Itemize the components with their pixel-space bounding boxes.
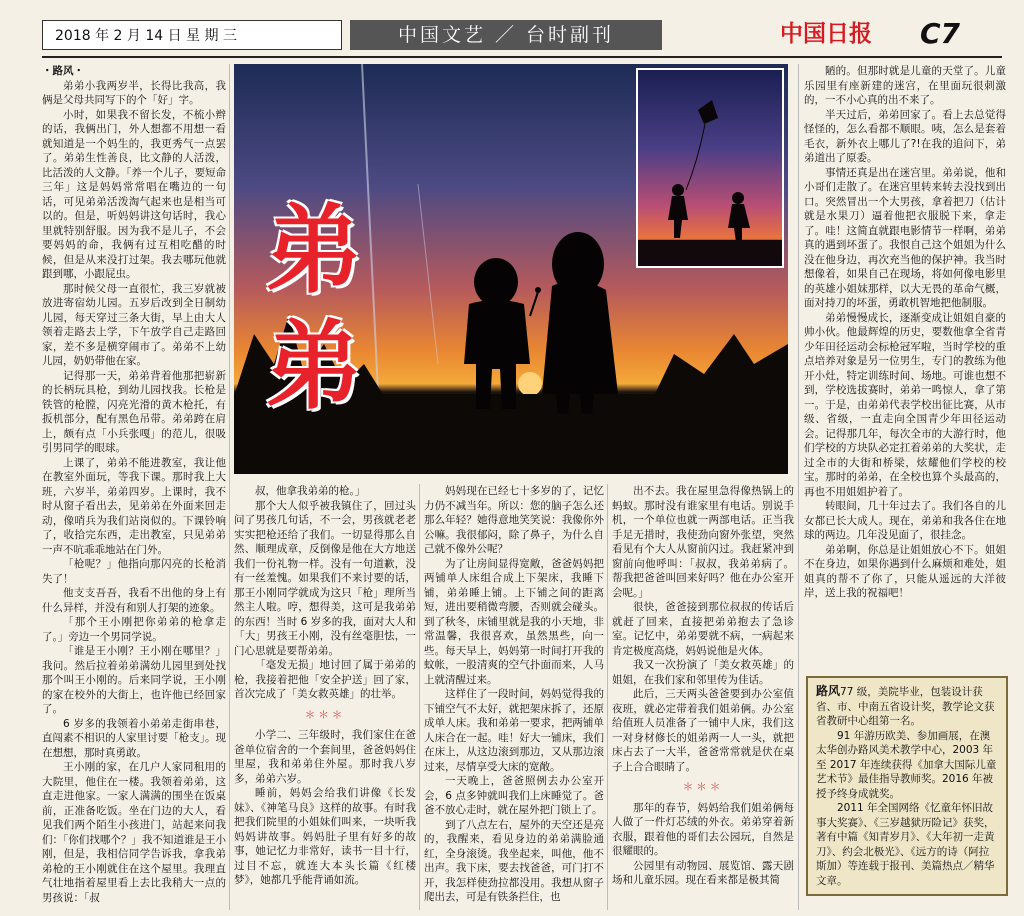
section-separator: ＊＊＊ — [682, 781, 724, 793]
article-byline: ・路风・ — [42, 65, 84, 77]
article-paragraph: 记得那一天，弟弟背着他那把崭新的长柄玩具枪，到幼儿园找我。长枪是铁管的枪膛，闪亮光滑的黄木枪托，有扳机部分，配有黑色吊带。弟弟跨在肩上，颇有点「小兵张嘎」的范儿，很吸引男同学的眼球。 — [42, 369, 226, 454]
article-column-1 — [42, 64, 226, 910]
author-bio-text: 2011 年全国网络《忆童年怀旧故事大奖赛》、《三岁越狱历险记》获奖，著有中篇《知青岁月》、《大年初一走黄刀》、约会北极光》、《远方的诗（阿拉斯加）等连载于报刊、美篇热点／精华文章。 — [816, 802, 995, 887]
article-paragraph: 我又一次扮演了「美女救英雄」的姐姐，在我们家和邻里传为佳话。 — [612, 659, 794, 686]
article-paragraph: 那时候父母一直很忙，我三岁就被放进寄宿幼儿园。五岁后改到全日制幼儿园，每天穿过三条大街，早上由大人领着走路去上学，下午放学自己走路回家，差不多是横穿闹市了。弟弟不上幼儿园，奶奶带他在家。 — [42, 282, 226, 367]
newspaper-masthead: 中国日报 — [780, 20, 872, 47]
article-paragraph: 他支支吾吾，我看不出他的身上有什么异样，并没有和别人打架的迹象。 — [42, 587, 226, 614]
page-header — [0, 0, 1024, 58]
inset-photo-kite — [636, 68, 784, 268]
article-paragraph: 妈妈现在已经七十多岁的了，记忆力仍不减当年。所以：您的脑子怎么还那么年轻？她得意地笑笑说：我像你外公嘛。我很郁闷，除了鼻子，为什么自己就不像外公呢？ — [424, 485, 604, 555]
article-paragraph: 「枪呢？」他指向那闪亮的长枪消失了！ — [42, 558, 226, 585]
article-paragraph: 出不去。我在屋里急得像热锅上的蚂蚁。那时没有谁家里有电话。别说手机，一个单位也就一两部电话。正当我手足无措时，我使劲向窗外张望，突然看见有个大人从窗前闪过。我赶紧冲到窗前向他呼叫：「叔叔，我弟弟病了。帮我把爸爸叫回来好吗？他在办公室开会呢。」 — [612, 485, 794, 599]
article-paragraph: 6 岁多的我领着小弟弟走街串巷，直闯素不相识的人家里讨要「枪支」。现在想想，那时真勇敢。 — [42, 717, 226, 759]
article-paragraph: 小时，如果我不留长发，不梳小辫的话，我俩出门，外人想都不用想一看就知道是一个妈生的，我更秀气一点罢了。弟弟生性善良，比文静的人活泼，比活泼的人文静。「养一个儿子，要短命三年」这是妈妈常常唱在嘴边的一句话，可见弟弟活泼淘气起来也是相当可以的。但是，听妈妈讲这句话时，我心里就特别舒服。因为我不是儿子，不会要妈妈的命，我俩有过互相吃醋的时候，但是从来没打过架。我去哪玩他就跟到哪，小跟屁虫。 — [42, 108, 226, 280]
article-paragraph: 到了八点左右，屋外的天空还是亮的，我醒来，看见身边的弟弟满脸通红，全身滚烫。我坐起来，叫他，他不出声。我下床，要去找爸爸，可门打不开，我怎样使劲拉都没用。我想从窗子爬出去，可是有铁条拦住，也 — [424, 818, 604, 903]
article-paragraph: 「那个王小刚把你弟弟的枪拿走了。」旁边一个男同学说。 — [42, 616, 226, 643]
article-paragraph: 为了让房间显得宽敞，爸爸妈妈把两铺单人床组合成上下架床，我睡下铺，弟弟睡上铺。上下铺之间的距离短，进出要稍微弯腰，否则就会碰头。到了秋冬，床铺里就是我的小天地，非常温馨，我很喜欢，虽然黑些，向一些。每天早上，妈妈第一时间打开我的蚊帐，一股清爽的空气扑面而来，人马上就清醒过来。 — [424, 557, 604, 686]
column-divider — [419, 484, 420, 910]
article-paragraph: 上课了，弟弟不能进教室，我让他在教室外面玩，等我下课。那时我上大班，六岁半，弟弟四岁。上课时，我不时从窗子看出去，见弟弟在外面来回走动，像哨兵为我们站岗似的。下课铃响了，收拾完东西，走出教室，只见弟弟一声不吭乖乖地站在门外。 — [42, 456, 226, 556]
article-paragraph: 弟弟啊，你总是让姐姐放心不下。姐姐不在身边，如果你遇到什么麻烦和难处，姐姐真的帮不了你了，只能从遥远的大洋彼岸，送上我的祝福吧！ — [804, 543, 1006, 599]
article-column-3 — [424, 484, 604, 910]
article-column-4 — [612, 484, 794, 910]
author-bio-text: 77 级，美院毕业，包装设计获省、市、中南五省设计奖，教学论文获省教研中心组第一名。 — [816, 686, 995, 727]
page-number: C7 — [920, 17, 961, 50]
author-name: 路风 — [816, 684, 841, 698]
article-paragraph: 转眼间，几十年过去了。我们各自的儿女都已长大成人。现在，弟弟和我各住在地球的两边。几年没见面了，很挂念。 — [804, 500, 1006, 541]
article-paragraph: 很快，爸爸接到那位叔叔的传话后就赶了回来，直接把弟弟抱去了急诊室。记忆中，弟弟要就不病，一病起来肯定极度高烧，妈妈说他是火体。 — [612, 601, 794, 657]
article-paragraph: 陋的。但那时就是儿童的天堂了。儿童乐园里有座新建的迷宫，在里面玩很刺激的，一不小心真的出不来了。 — [804, 65, 1006, 106]
article-paragraph: 半天过后，弟弟回家了。看上去总觉得怪怪的，怎么看都不顺眼。咦，怎么是套着毛衣，新外衣上哪儿了?!在我的追问下，弟弟道出了原委。 — [804, 108, 1006, 164]
section-separator: ＊＊＊ — [304, 708, 346, 721]
article-paragraph: 弟弟小我两岁半，长得比我高，我俩是父母共同写下的个「好」字。 — [42, 79, 226, 106]
article-paragraph: 王小刚的家，在几户人家同租用的大院里，他住在一楼。我领着弟弟，这直走进他家。一家人满满的围坐在饭桌前，正准备吃饭。坐在门边的大人，看见我们两个陌生小孩进门，站起来问我们：「你们找哪个？」我不知道谁是王小刚，但是，我相信同学告诉我，拿我弟弟枪的王小刚就住在这个屋里。我理直气壮地指着屋里看上去比我稍大一点的男孩说：「叔 — [42, 761, 226, 904]
article-paragraph: 这样住了一段时间，妈妈觉得我的下铺空气不太好，就把架床拆了，还原成单人床。我和弟弟一要求，把两铺单人床合在一起。哇！好大一铺床，我们在床上，从这边滚到那边，又从那边滚过来，尽情享受大床的宽敞。 — [424, 688, 604, 773]
article-paragraph: 那年的春节，妈妈给我们姐弟俩每人做了一件灯芯绒的外衣。弟弟穿着新衣服，跟着他的哥们去公园玩，自然是很耀眼的。 — [612, 801, 794, 857]
column-divider — [607, 484, 608, 910]
author-bio-text: 91 年游历欧美、参加画展，在澳太华创办路风美术教学中心，2003 年至 2017 年连续获得《加拿大国际儿童艺术节》最佳指导教师奖。2016 年被授予终身成就奖。 — [816, 729, 997, 800]
kite-silhouette-graphic — [638, 70, 782, 266]
article-paragraph: 那个大人似乎被我镇住了，回过头问了男孩几句话，不一会，男孩就老老实实把枪还给了我们。一切显得那么自然、顺理成章，反倒像是他在大方地送我们一份礼物一样。没有一句道歉，没有一丝羞愧。如果我们不来讨要的话，那王小刚同学就成为这只「枪」理所当然主人啦。哼，想得美，这可是我弟弟的东西！当时 6 岁多的我，面对大人和「大」男孩王小刚，没有丝毫胆怯，一门心思就是要帮弟弟。 — [234, 499, 416, 657]
column-divider — [798, 64, 799, 910]
header-rule — [42, 56, 1002, 58]
article-column-5 — [804, 64, 1006, 670]
article-column-2 — [234, 484, 416, 910]
article-paragraph: 一天晚上，爸爸照例去办公室开会，6 点多钟就叫我们上床睡觉了。爸爸不放心走时，就在屋外把门锁上了。 — [424, 775, 604, 816]
article-paragraph: 睡前，妈妈会给我们讲像《长发妹》、《神笔马良》这样的故事。有时我把我们院里的小姐妹们叫来，一块听我妈妈讲故事。妈妈肚子里有好多的故事，她记忆力非常好，读书一目十行，过目不忘，就连大本头长篇《红楼梦》，她都几乎能背诵如流。 — [234, 787, 416, 886]
article-title: 弟弟 — [250, 199, 362, 431]
issue-date: 2018 年 2 月 14 日 星 期 三 — [42, 20, 342, 50]
article-paragraph: 「毫发无损」地讨回了属于弟弟的枪，我接着把他「安全护送」回了家，首次完成了「美女救英雄」的壮举。 — [234, 659, 416, 700]
article-paragraph: 公园里有动物园、展览馆、露天剧场和儿童乐园。现在看来都是极其简 — [612, 859, 794, 886]
author-bio-box — [806, 676, 1008, 896]
article-paragraph: 小学二、三年级时，我们家住在爸爸单位宿舍的一个套间里，爸爸妈妈住里屋，我和弟弟住外屋。那时我八岁多，弟弟六岁。 — [234, 729, 416, 785]
column-divider — [229, 64, 230, 910]
section-banner: 中国文艺 ／ 台时副刊 — [350, 20, 662, 50]
article-paragraph: 弟弟慢慢成长，逐渐变成让姐姐自豪的帅小伙。他最辉煌的历史，要数他拿全省青少年田径运动会标枪冠军啦，当时学校的重点培养对象是另一位男生，专门的教练为他开小灶，特定训练时间、场地。可谁也想不到，学校选拔赛时，弟弟一鸣惊人，拿了第一。于是，由弟弟代表学校出征比赛，从市级、省级，一直走向全国青少年田径运动会。记得那几年，每次全市的大游行时，他们学校的方块队必定扛着弟弟的大奖状，走过全市的大街和桥梁，炫耀他们学校的校宝。那时的弟弟，在全校也算个头最高的，再也不用姐姐护着了。 — [804, 311, 1006, 498]
article-paragraph: 叔，他拿我弟弟的枪。」 — [255, 485, 366, 497]
article-paragraph: 「谁是王小刚？王小刚在哪里？」我问。然后拉着弟弟满幼儿园里到处找那个叫王小刚的。后来同学说，王小刚的家在校外的大街上，也许他已经回家了。 — [42, 645, 226, 715]
article-paragraph: 此后，三天两头爸爸要到办公室值夜班，就必定带着我们姐弟俩。办公室给值班人员准备了一铺中人床，我们这一对身材修长的姐弟两一人一头，就把床占去了一大半，爸爸常常就是伏在桌子上合合眼睛了。 — [612, 688, 794, 773]
article-paragraph: 事情还真是出在迷宫里。弟弟说，他和小哥们走散了。在迷宫里转来转去没找到出口。突然冒出一个大男孩，拿着把刀（估计就是水果刀）逼着他把衣服脱下来，拿走了。哇！这简直就跟电影情节一样啊，弟弟真的遇到坏蛋了。我恨自己这个姐姐为什么没在他身边，再次充当他的保护神。我当时想像着，如果自己在现场，将如何像电影里的英雄小姐妹那样，以大无畏的革命气概，面对持刀的坏蛋，勇敢机智地把他制服。 — [804, 166, 1006, 309]
